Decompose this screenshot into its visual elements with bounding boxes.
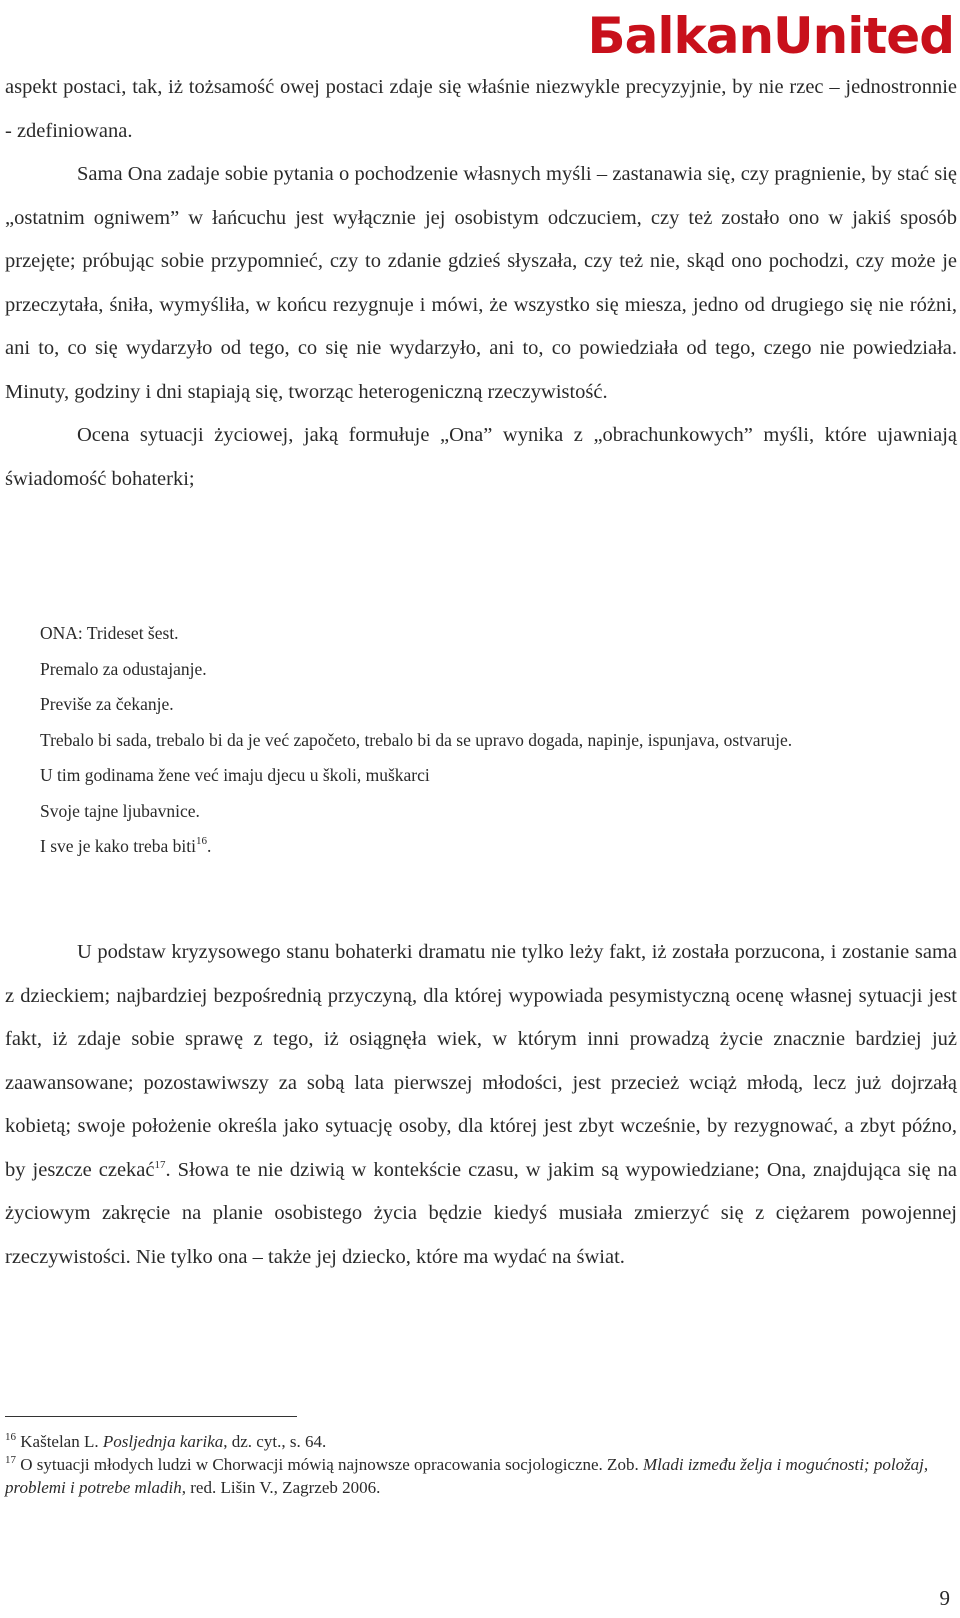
footnote-title: Mladi između želja i mogućnosti; položaj, problemi i potrebe mladih bbox=[5, 1455, 929, 1497]
footnote-ref-16: 16 bbox=[196, 835, 207, 847]
footnote-16 bbox=[5, 1430, 955, 1453]
paragraph-1: aspekt postaci, tak, iż tożsamość owej postaci zdaje się właśnie niezwykle precyzyjnie, by nie rzec – jednostronnie - zdefiniowana. bbox=[5, 76, 957, 142]
quote-line: Svoje tajne ljubavnice. bbox=[40, 800, 200, 821]
body-text-top bbox=[5, 66, 957, 501]
body-text-bottom bbox=[5, 931, 957, 1279]
footnote-text: , red. Lišin V., Zagrzeb 2006. bbox=[181, 1478, 381, 1497]
quote-line: Previše za čekanje. bbox=[40, 694, 174, 714]
footnote-number: 16 bbox=[5, 1431, 16, 1443]
quote-last-text: I sve je kako treba biti bbox=[40, 836, 196, 856]
quote-line: Premalo za odustajanje. bbox=[40, 658, 207, 679]
quote-line-last bbox=[40, 829, 940, 865]
footnote-title: Posljednja karika bbox=[102, 1432, 224, 1451]
footnote-text: O sytuacji młodych ludzi w Chorwacji mówią najnowsze opracowania socjologiczne. Zob. bbox=[16, 1455, 643, 1474]
footnote-text: , dz. cyt., s. 64. bbox=[223, 1432, 327, 1451]
paragraph-4-before: U podstaw kryzysowego stanu bohaterki dramatu nie tylko leży fakt, iż została porzucona, i zostanie sama z dzieckiem; najbardziej bezpośrednią przyczyną, dla której wypowiada pesymistyczną ocenę własnej sytuacji jest fakt, iż zdaje sobie sprawę z tego, iż osiągnęła wiek, w którym inni prowadzą życie znacznie bardziej już zaawansowane; pozostawiwszy za sobą lata pierwszej młodości, jest przecież wciąż młodą, lecz już dojrzałą kobietą; swoje położenie określa jako sytuację osoby, dla której jest zbyt wcześnie, by rezygnować, a zbyt późno, by jeszcze czekać bbox=[5, 941, 957, 1181]
footnote-divider bbox=[5, 1416, 297, 1417]
quote-line: Trebalo bi sada, trebalo bi da je već započeto, trebalo bi da se upravo dogada, napinje, ispunjava, ostvaruje. bbox=[40, 729, 793, 750]
quote-last-end: . bbox=[207, 836, 212, 856]
quote-line: U tim godinama žene već imaju djecu u školi, muškarci bbox=[40, 765, 430, 785]
dialogue-quote bbox=[40, 616, 940, 865]
footnotes bbox=[5, 1430, 955, 1499]
footnote-17 bbox=[5, 1453, 955, 1499]
footnote-text: Kaštelan L. bbox=[16, 1432, 103, 1451]
page-number: 9 bbox=[939, 1586, 950, 1610]
footnote-ref-17: 17 bbox=[154, 1158, 166, 1171]
paragraph-4-after: . Słowa te nie dziwią w kontekście czasu, w jakim są wypowiedziane; Ona, znajdująca się na życiowym zakręcie na planie osobistego życia będzie kiedyś musiała zmierzyć się z ciężarem powojennej rzeczywistości. Nie tylko ona – także jej dziecko, które ma wydać na świat. bbox=[5, 1158, 957, 1268]
logo bbox=[587, 2, 954, 70]
footnote-number: 17 bbox=[5, 1454, 16, 1466]
quote-line: ONA: Trideset šest. bbox=[40, 623, 179, 643]
paragraph-2: Sama Ona zadaje sobie pytania o pochodzenie własnych myśli – zastanawia się, czy pragnienie, by stać się „ostatnim ogniwem” w łańcuchu jest wyłącznie jej osobistym odczuciem, czy też zostało ono w jakiś sposób przejęte; próbując sobie przypomnieć, czy to zdanie gdzieś słyszała, czy też nie, skąd ono pochodzi, czy może je przeczytała, śniła, wymyśliła, w końcu rezygnuje i mówi, że wszystko się miesza, jedno od drugiego się nie różni, ani to, co się wydarzyło od tego, co się nie wydarzyło, ani to, co powiedziała od tego, czego nie powiedziała. Minuty, godziny i dni stapiają się, tworząc heterogeniczną rzeczywistość. bbox=[5, 163, 957, 403]
logo-text: БalkanUnited bbox=[587, 7, 954, 65]
paragraph-4 bbox=[5, 931, 957, 1279]
paragraph-3: Ocena sytuacji życiowej, jaką formułuje „Ona” wynika z „obrachunkowych” myśli, które ujawniają świadomość bohaterki; bbox=[5, 424, 957, 490]
